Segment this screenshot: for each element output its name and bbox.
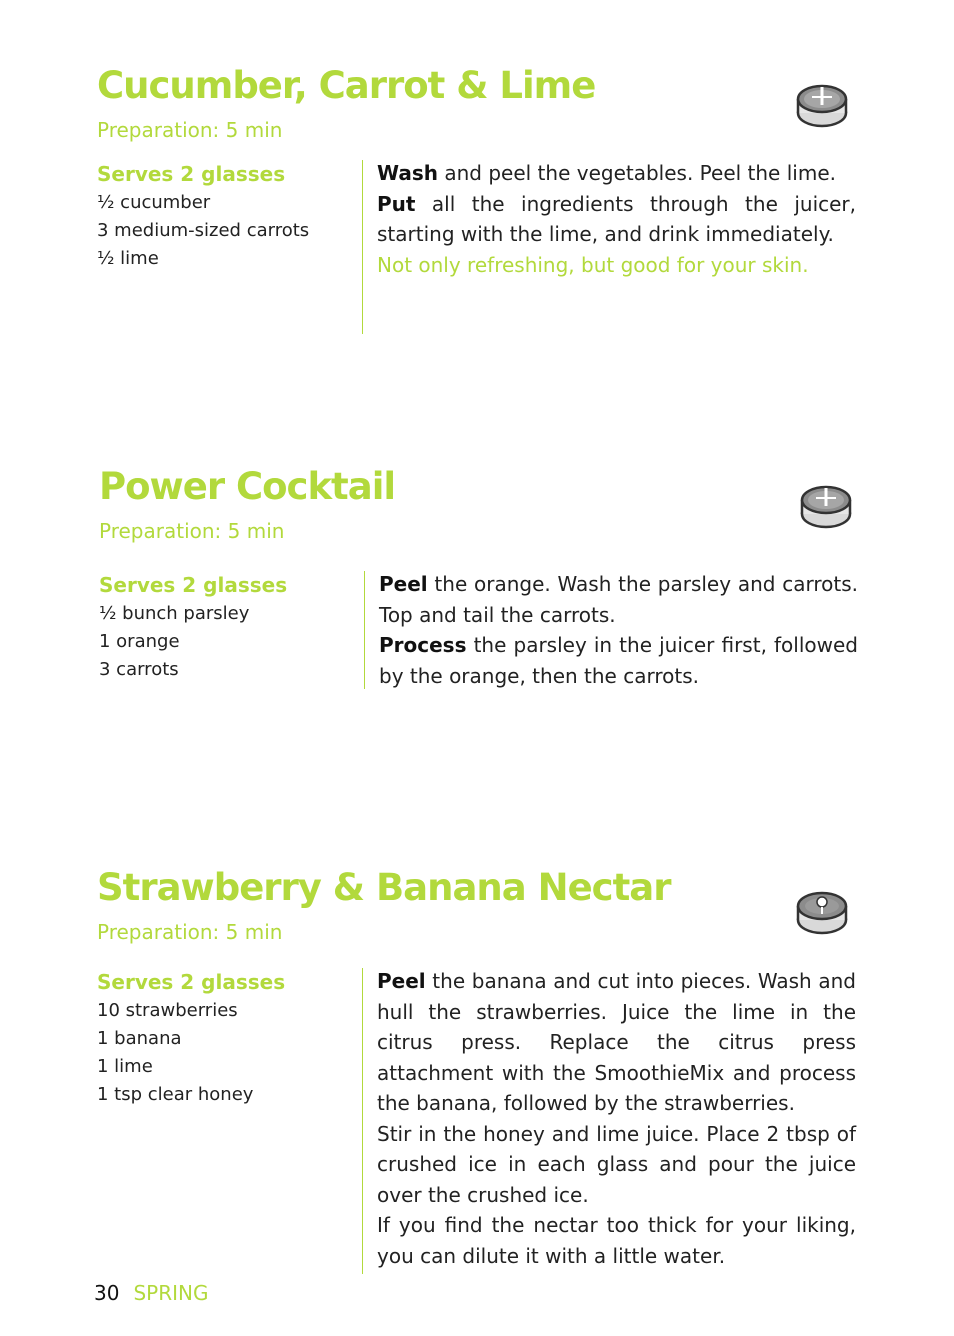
ingredient-list (99, 600, 249, 684)
method-step (377, 1119, 856, 1211)
step-text: Stir in the honey and lime juice. Place 2 tbsp of crushed ice in each glass and pour the juice over the crushed ice. (377, 1121, 856, 1207)
ingredient-item: 1 banana (97, 1028, 182, 1049)
ingredient-item: 1 tsp clear honey (97, 1084, 254, 1105)
ingredient-item: 1 orange (99, 631, 180, 652)
step-text: all the ingredients through the juicer, starting with the lime, and drink immediately. (377, 191, 856, 246)
step-verb: Peel (377, 969, 426, 993)
preparation-time: Preparation: 5 min (99, 519, 285, 543)
method-step (379, 630, 858, 691)
page-number: 30 (94, 1281, 120, 1305)
step-verb: Wash (377, 161, 438, 185)
step-verb: Put (377, 191, 416, 216)
juicer-attachment-icon (798, 478, 854, 534)
juicer-attachment-icon (794, 77, 850, 133)
ingredient-item: 1 lime (97, 1056, 153, 1077)
section-name: SPRING (133, 1281, 209, 1305)
step-text: If you find the nectar too thick for your liking, you can dilute it with a little water. (377, 1213, 856, 1268)
method-step (379, 569, 858, 630)
ingredient-item: 3 carrots (99, 659, 179, 680)
ingredient-item: ½ lime (97, 248, 159, 269)
serves-label: Serves 2 glasses (97, 970, 286, 994)
ingredient-item: 3 medium-sized carrots (97, 220, 310, 241)
column-divider (364, 571, 365, 689)
method-text (377, 966, 856, 1271)
recipe-tip: Not only refreshing, but good for your skin. (377, 252, 809, 277)
step-text: the banana and cut into pieces. Wash and hull the strawberries. Juice the lime in the citrus press. Replace the citrus press attachment with the SmoothieMix and process the banana, followed by the strawberries. (377, 969, 856, 1115)
preparation-time: Preparation: 5 min (97, 920, 283, 944)
method-step (377, 189, 856, 250)
ingredient-list (97, 997, 253, 1109)
ingredient-item: ½ cucumber (97, 192, 211, 213)
step-text: the parsley in the juicer first, followed by the orange, then the carrots. (379, 633, 858, 688)
ingredient-item: ½ bunch parsley (99, 603, 250, 624)
smoothiemix-attachment-icon (794, 884, 850, 940)
serves-label: Serves 2 glasses (99, 573, 288, 597)
recipe-title: Power Cocktail (99, 465, 396, 508)
step-verb: Process (379, 633, 467, 657)
method-step (377, 1210, 856, 1271)
column-divider (362, 160, 363, 334)
ingredient-item: 10 strawberries (97, 1000, 238, 1021)
recipe-title: Strawberry & Banana Nectar (97, 866, 671, 909)
preparation-time: Preparation: 5 min (97, 118, 283, 142)
step-verb: Peel (379, 572, 428, 596)
step-text: the orange. Wash the parsley and carrots. Top and tail the carrots. (379, 572, 858, 627)
step-text: and peel the vegetables. Peel the lime. (438, 161, 836, 185)
method-step (377, 158, 856, 189)
recipe-title: Cucumber, Carrot & Lime (97, 64, 596, 107)
method-text (379, 569, 858, 691)
method-text (377, 158, 856, 280)
column-divider (362, 968, 363, 1274)
page-footer (94, 1281, 208, 1305)
ingredient-list (97, 189, 309, 273)
method-step (377, 966, 856, 1119)
serves-label: Serves 2 glasses (97, 162, 286, 186)
